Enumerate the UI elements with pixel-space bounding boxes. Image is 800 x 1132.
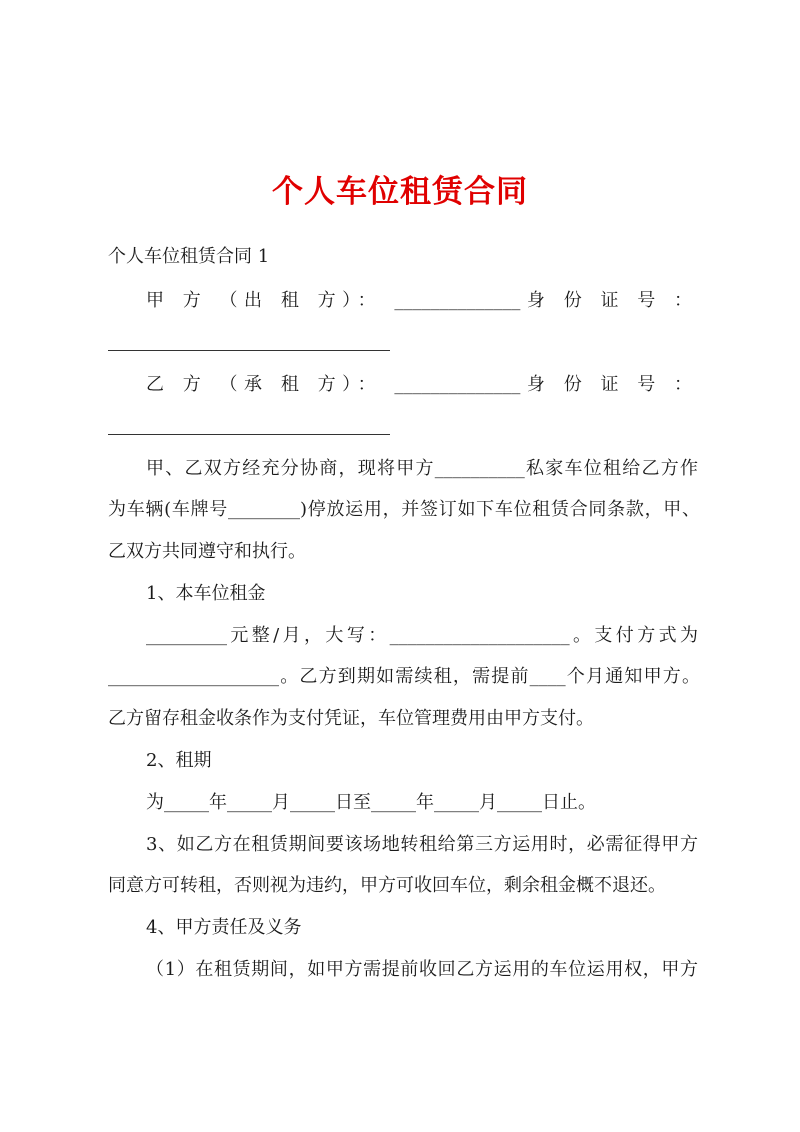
section-3-line-1: 3、如乙方在租赁期间要该场地转租给第三方运用时，必需征得甲方	[146, 834, 698, 855]
section-1-line-2: ___________________。乙方到期如需续租，需提前____个月通知甲方。	[108, 666, 700, 687]
intro-line-3: 乙双方共同遵守和执行。	[108, 541, 306, 562]
section-2-body: 为_____年_____月_____日至_____年_____月_____日止。	[146, 792, 596, 813]
document-title: 个人车位租赁合同	[272, 174, 528, 210]
section-3-line-2: 同意方可转租，否则视为违约，甲方可收回车位，剩余租金概不退还。	[108, 875, 666, 896]
section-1-title: 1、本车位租金	[146, 583, 266, 604]
section-1-line-1: _________元整/月，大写：____________________。支付方式为	[146, 625, 698, 646]
section-4-title: 4、甲方责任及义务	[146, 917, 302, 938]
intro-line-2: 为车辆(车牌号________)停放运用，并签订如下车位租赁合同条款，甲、	[108, 499, 700, 520]
document-subtitle: 个人车位租赁合同 1	[108, 246, 270, 267]
section-4-item-1: （1）在租赁期间，如甲方需提前收回乙方运用的车位运用权，甲方	[146, 959, 698, 980]
party-a-id-rule	[108, 350, 390, 351]
party-b-line: 乙 方 （承 租 方）： ______________身 份 证 号 ：	[146, 374, 692, 395]
party-b-id-rule	[108, 434, 390, 435]
section-1-line-3: 乙方留存租金收条作为支付凭证，车位管理费用由甲方支付。	[108, 708, 594, 729]
intro-line-1: 甲、乙双方经充分协商，现将甲方__________私家车位租给乙方作	[146, 458, 698, 479]
party-a-line: 甲 方 （出 租 方）： ______________身 份 证 号 ：	[146, 290, 692, 311]
section-2-title: 2、租期	[146, 750, 212, 771]
